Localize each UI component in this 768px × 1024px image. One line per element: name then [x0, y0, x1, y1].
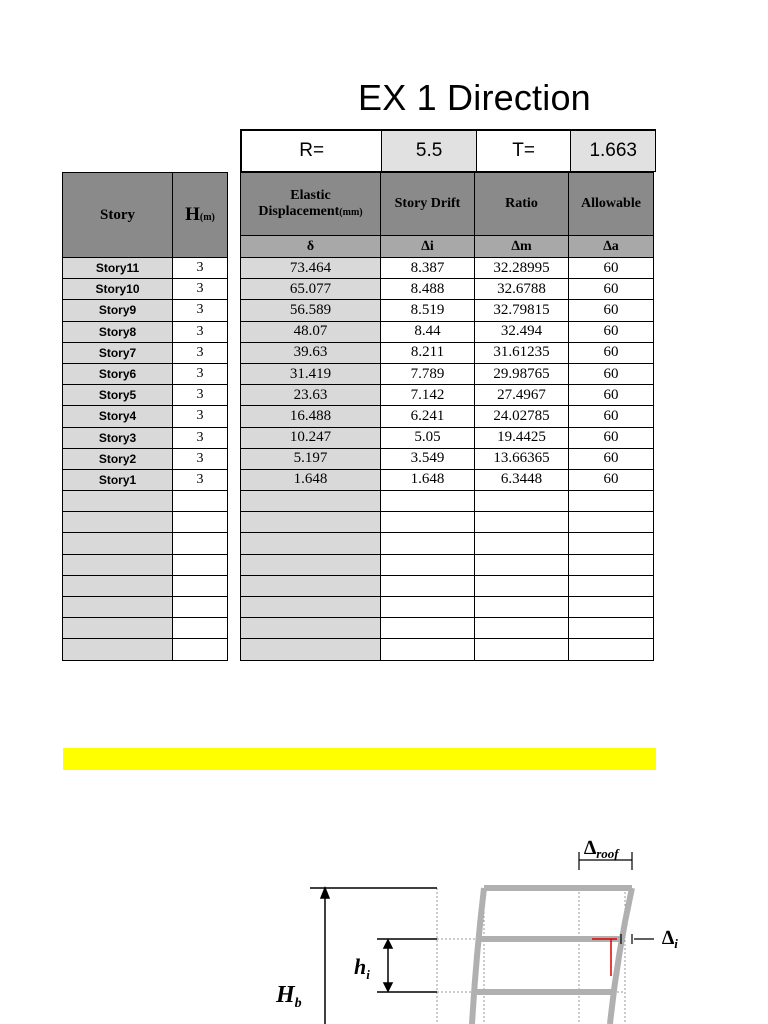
drift-cell[interactable]: 7.142 [381, 385, 475, 406]
empty-cell[interactable] [569, 491, 654, 512]
ratio-cell[interactable]: 32.494 [475, 321, 569, 342]
story-name-cell[interactable]: Story1 [63, 469, 173, 490]
elastic-displacement-header: Elastic Displacement(mm) [241, 173, 381, 236]
drift-row [241, 427, 654, 448]
drift-cell[interactable]: 5.05 [381, 427, 475, 448]
empty-cell[interactable] [475, 512, 569, 533]
displacement-cell[interactable]: 10.247 [241, 427, 381, 448]
empty-cell[interactable] [569, 554, 654, 575]
height-cell[interactable]: 3 [173, 363, 228, 384]
story-row [63, 258, 228, 279]
ratio-cell[interactable]: 32.28995 [475, 258, 569, 279]
empty-cell[interactable] [173, 512, 228, 533]
allowable-cell[interactable]: 60 [569, 469, 654, 490]
displacement-cell[interactable]: 39.63 [241, 342, 381, 363]
empty-cell[interactable] [173, 491, 228, 512]
drift-row [241, 279, 654, 300]
empty-cell[interactable] [241, 639, 381, 660]
ratio-cell[interactable]: 6.3448 [475, 469, 569, 490]
drift-row [241, 300, 654, 321]
empty-cell[interactable] [173, 575, 228, 596]
empty-cell[interactable] [241, 575, 381, 596]
ratio-cell[interactable]: 27.4967 [475, 385, 569, 406]
story-name-cell[interactable]: Story6 [63, 363, 173, 384]
story-name-cell[interactable]: Story11 [63, 258, 173, 279]
height-cell[interactable]: 3 [173, 279, 228, 300]
story-name-cell[interactable]: Story3 [63, 427, 173, 448]
empty-cell[interactable] [241, 618, 381, 639]
empty-cell[interactable] [381, 575, 475, 596]
story-drift-header: Story Drift [381, 173, 475, 236]
ratio-cell[interactable]: 24.02785 [475, 406, 569, 427]
empty-cell[interactable] [381, 512, 475, 533]
empty-row [63, 597, 228, 618]
ratio-cell[interactable]: 19.4425 [475, 427, 569, 448]
empty-row [241, 639, 654, 660]
allowable-cell[interactable]: 60 [569, 448, 654, 469]
story-header: Story [63, 173, 173, 258]
drift-cell[interactable]: 8.387 [381, 258, 475, 279]
displacement-cell[interactable]: 1.648 [241, 469, 381, 490]
roof-drift-label: $\Delta_{roof}$ [584, 837, 619, 861]
empty-row [241, 491, 654, 512]
r-value-cell[interactable]: 5.5 [382, 131, 477, 172]
height-cell[interactable]: 3 [173, 469, 228, 490]
allowable-cell[interactable]: 60 [569, 363, 654, 384]
empty-cell[interactable] [381, 554, 475, 575]
hb-label: $H_b$ [276, 982, 302, 1011]
drift-cell[interactable]: 8.44 [381, 321, 475, 342]
ratio-cell[interactable]: 29.98765 [475, 363, 569, 384]
story-table [62, 172, 228, 661]
ratio-cell[interactable]: 31.61235 [475, 342, 569, 363]
story-row [63, 300, 228, 321]
t-label-cell: T= [477, 131, 572, 172]
empty-cell[interactable] [173, 618, 228, 639]
drift-row [241, 469, 654, 490]
empty-cell[interactable] [241, 533, 381, 554]
displacement-cell[interactable]: 16.488 [241, 406, 381, 427]
empty-cell[interactable] [63, 491, 173, 512]
empty-cell[interactable] [381, 597, 475, 618]
allowable-cell[interactable]: 60 [569, 258, 654, 279]
empty-row [241, 554, 654, 575]
story-row [63, 427, 228, 448]
height-cell[interactable]: 3 [173, 342, 228, 363]
empty-cell[interactable] [569, 512, 654, 533]
empty-cell[interactable] [173, 639, 228, 660]
empty-row [241, 512, 654, 533]
drift-row [241, 385, 654, 406]
allowable-cell[interactable]: 60 [569, 279, 654, 300]
story-row [63, 363, 228, 384]
height-cell[interactable]: 3 [173, 321, 228, 342]
drift-row [241, 342, 654, 363]
undeformed-frame [437, 888, 625, 1024]
height-cell[interactable]: 3 [173, 448, 228, 469]
story-row [63, 406, 228, 427]
story-name-cell[interactable]: Story9 [63, 300, 173, 321]
empty-cell[interactable] [475, 554, 569, 575]
empty-cell[interactable] [381, 533, 475, 554]
drift-row [241, 321, 654, 342]
parameter-row [240, 129, 656, 172]
hi-dimension [377, 939, 437, 992]
drift-cell[interactable]: 1.648 [381, 469, 475, 490]
empty-cell[interactable] [569, 533, 654, 554]
empty-cell[interactable] [241, 512, 381, 533]
ratio-cell[interactable]: 32.6788 [475, 279, 569, 300]
r-label-cell: R= [242, 131, 382, 172]
page-title: EX 1 Direction [358, 77, 591, 118]
story-row [63, 385, 228, 406]
empty-cell[interactable] [63, 575, 173, 596]
drift-cell[interactable]: 3.549 [381, 448, 475, 469]
height-cell[interactable]: 3 [173, 427, 228, 448]
height-cell[interactable]: 3 [173, 300, 228, 321]
empty-row [241, 533, 654, 554]
empty-cell[interactable] [475, 533, 569, 554]
allowable-header: Allowable [569, 173, 654, 236]
drift-cell[interactable]: 8.519 [381, 300, 475, 321]
height-header: H(m) [173, 173, 228, 258]
allowable-cell[interactable]: 60 [569, 321, 654, 342]
empty-cell[interactable] [475, 618, 569, 639]
displacement-cell[interactable]: 23.63 [241, 385, 381, 406]
allowable-cell[interactable]: 60 [569, 385, 654, 406]
displacement-cell[interactable]: 65.077 [241, 279, 381, 300]
empty-cell[interactable] [381, 618, 475, 639]
t-value-cell[interactable]: 1.663 [571, 131, 656, 172]
allowable-cell[interactable]: 60 [569, 406, 654, 427]
drift-row [241, 363, 654, 384]
delta-symbol: δ [241, 236, 381, 258]
empty-row [63, 639, 228, 660]
empty-cell[interactable] [173, 533, 228, 554]
empty-row [241, 575, 654, 596]
allowable-cell[interactable]: 60 [569, 427, 654, 448]
story-row [63, 279, 228, 300]
drift-row [241, 406, 654, 427]
empty-cell[interactable] [241, 491, 381, 512]
story-table-header [63, 173, 228, 258]
story-name-cell[interactable]: Story5 [63, 385, 173, 406]
empty-cell[interactable] [475, 575, 569, 596]
drift-table-header [241, 173, 654, 236]
empty-row [241, 618, 654, 639]
ratio-cell[interactable]: 32.79815 [475, 300, 569, 321]
empty-cell[interactable] [475, 491, 569, 512]
displacement-cell[interactable]: 56.589 [241, 300, 381, 321]
displacement-cell[interactable]: 31.419 [241, 363, 381, 384]
story-drift-diagram [262, 826, 740, 1024]
empty-cell[interactable] [381, 491, 475, 512]
empty-cell[interactable] [241, 554, 381, 575]
story-row [63, 342, 228, 363]
empty-cell[interactable] [63, 639, 173, 660]
highlight-bar [63, 748, 656, 770]
empty-row [63, 575, 228, 596]
story-name-cell[interactable]: Story7 [63, 342, 173, 363]
story-drift-marker [592, 939, 617, 976]
empty-cell[interactable] [241, 597, 381, 618]
height-cell[interactable]: 3 [173, 385, 228, 406]
story-drift-arrow [621, 934, 654, 944]
story-drift-label: $\Delta_i$ [662, 927, 678, 951]
drift-row [241, 258, 654, 279]
drift-cell[interactable]: 8.488 [381, 279, 475, 300]
hi-label: $h_i$ [354, 954, 370, 982]
empty-row [63, 554, 228, 575]
empty-cell[interactable] [475, 639, 569, 660]
delta-i-symbol: ∆i [381, 236, 475, 258]
story-name-cell[interactable]: Story2 [63, 448, 173, 469]
empty-cell[interactable] [173, 597, 228, 618]
empty-row [63, 491, 228, 512]
allowable-cell[interactable]: 60 [569, 300, 654, 321]
empty-row [63, 512, 228, 533]
empty-row [241, 597, 654, 618]
ratio-header: Ratio [475, 173, 569, 236]
story-row [63, 469, 228, 490]
ratio-cell[interactable]: 13.66365 [475, 448, 569, 469]
height-cell[interactable]: 3 [173, 258, 228, 279]
height-cell[interactable]: 3 [173, 406, 228, 427]
empty-cell[interactable] [63, 512, 173, 533]
empty-cell[interactable] [569, 575, 654, 596]
symbol-row [241, 236, 654, 258]
allowable-cell[interactable]: 60 [569, 342, 654, 363]
displacement-cell[interactable]: 73.464 [241, 258, 381, 279]
drift-row [241, 448, 654, 469]
story-name-cell[interactable]: Story8 [63, 321, 173, 342]
delta-a-symbol: ∆a [569, 236, 654, 258]
empty-cell[interactable] [63, 533, 173, 554]
hb-dimension [310, 888, 437, 1024]
empty-cell[interactable] [569, 618, 654, 639]
empty-cell[interactable] [475, 597, 569, 618]
drift-cell[interactable]: 7.789 [381, 363, 475, 384]
displacement-cell[interactable]: 48.07 [241, 321, 381, 342]
drift-table [240, 172, 654, 661]
story-row [63, 448, 228, 469]
drift-cell[interactable]: 6.241 [381, 406, 475, 427]
deformed-frame [472, 888, 632, 1024]
delta-m-symbol: ∆m [475, 236, 569, 258]
displacement-cell[interactable]: 5.197 [241, 448, 381, 469]
empty-cell[interactable] [569, 639, 654, 660]
story-name-cell[interactable]: Story10 [63, 279, 173, 300]
empty-cell[interactable] [569, 597, 654, 618]
empty-cell[interactable] [63, 597, 173, 618]
story-row [63, 321, 228, 342]
empty-cell[interactable] [63, 618, 173, 639]
empty-cell[interactable] [173, 554, 228, 575]
empty-cell[interactable] [63, 554, 173, 575]
story-name-cell[interactable]: Story4 [63, 406, 173, 427]
empty-row [63, 533, 228, 554]
empty-cell[interactable] [381, 639, 475, 660]
empty-row [63, 618, 228, 639]
drift-cell[interactable]: 8.211 [381, 342, 475, 363]
